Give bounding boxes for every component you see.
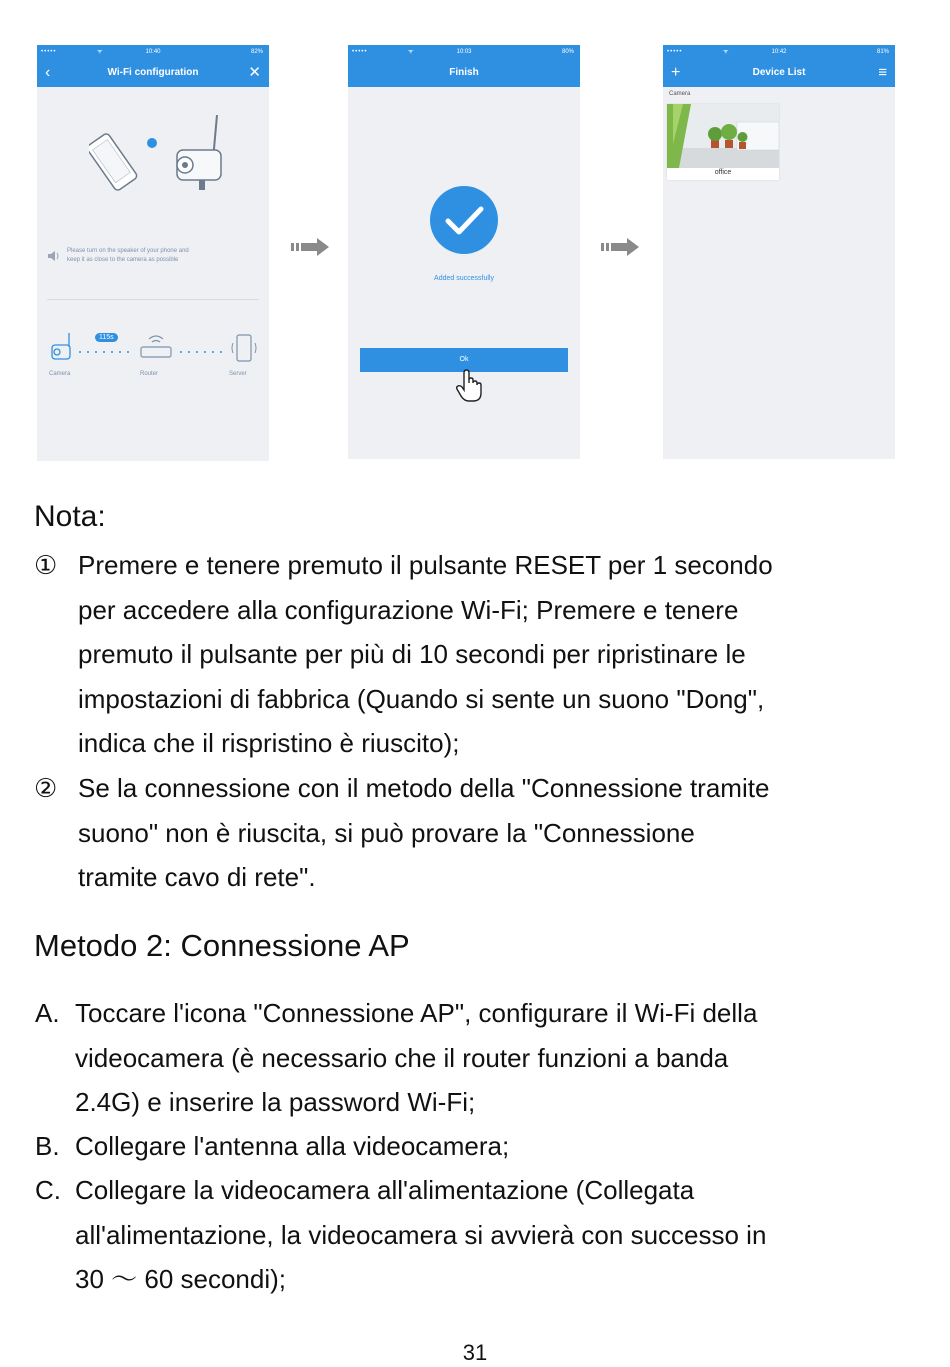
battery-level: 81% bbox=[876, 49, 889, 55]
navbar bbox=[348, 59, 580, 87]
status-bar bbox=[37, 45, 269, 59]
battery-level: 82% bbox=[250, 49, 263, 55]
checkmark-badge-icon bbox=[147, 138, 157, 148]
text-line: videocamera (è necessario che il router funzioni a banda bbox=[75, 1042, 729, 1073]
metodo2-item-b bbox=[35, 1124, 510, 1169]
status-bar bbox=[348, 45, 580, 59]
small-camera-icon bbox=[52, 333, 70, 359]
divider bbox=[47, 299, 259, 300]
success-message: Added successfully bbox=[434, 275, 494, 282]
metodo2-item-c bbox=[35, 1168, 767, 1302]
next-step-arrow-icon bbox=[601, 237, 641, 257]
nota-item-1-marker: ① bbox=[34, 550, 58, 580]
text-line: Toccare l'icona "Connessione AP", configurare il Wi-Fi della bbox=[75, 998, 758, 1028]
carrier-signal: ••••• bbox=[41, 49, 57, 55]
status-bar bbox=[663, 45, 895, 59]
instruction-line-1: Please turn on the speaker of your phone and bbox=[67, 248, 189, 254]
text-line: impostazioni di fabbrica (Quando si sente un suono "Dong", bbox=[78, 683, 765, 714]
phone-camera-illustration bbox=[89, 115, 239, 195]
phone-illustration-icon bbox=[89, 132, 138, 191]
countdown-badge: 115s bbox=[95, 333, 118, 342]
camera-illustration-icon bbox=[177, 115, 221, 190]
next-step-arrow-icon bbox=[291, 237, 331, 257]
close-icon[interactable]: ✕ bbox=[248, 64, 261, 81]
text-line: indica che il rispristino è riuscito); bbox=[78, 728, 460, 758]
wifi-icon: ᯤ bbox=[408, 49, 414, 55]
metodo2-item-a-marker: A. bbox=[35, 998, 60, 1028]
label-router: Router bbox=[140, 371, 159, 377]
wifi-icon: ᯤ bbox=[723, 49, 729, 55]
instruction-line-2: keep it as close to the camera as possible bbox=[67, 257, 179, 263]
wifi-icon: ᯤ bbox=[97, 49, 103, 55]
text-line: Collegare la videocamera all'alimentazione (Collegata bbox=[75, 1175, 695, 1205]
ok-button[interactable]: Ok bbox=[360, 348, 568, 372]
text-line: Se la connessione con il metodo della "Connessione tramite bbox=[78, 773, 770, 803]
carrier-signal: ••••• bbox=[352, 49, 368, 55]
camera-thumbnail-image bbox=[667, 104, 779, 168]
screen-title: Device List bbox=[752, 67, 806, 78]
screen-wifi-configuration bbox=[37, 45, 269, 461]
add-icon[interactable]: + bbox=[671, 64, 681, 81]
pointer-hand-icon bbox=[456, 369, 482, 403]
battery-level: 80% bbox=[561, 49, 574, 55]
page-number: 31 bbox=[462, 1340, 488, 1365]
text-line: per accedere alla configurazione Wi-Fi; Premere e tenere bbox=[78, 594, 739, 625]
navbar bbox=[663, 59, 895, 87]
metodo2-title: Metodo 2: Connessione AP bbox=[34, 928, 410, 963]
screen-title: Finish bbox=[449, 67, 479, 78]
text-line: suono" non è riuscita, si può provare la "Connessione bbox=[78, 817, 695, 848]
nota-item-2-marker: ② bbox=[34, 773, 58, 803]
menu-icon[interactable]: ≡ bbox=[878, 64, 887, 81]
success-check-icon bbox=[429, 185, 499, 255]
connection-diagram bbox=[47, 325, 259, 370]
text-line: 30 ～ 60 secondi); bbox=[75, 1264, 287, 1294]
speaker-icon bbox=[47, 250, 61, 262]
server-phone-icon bbox=[232, 335, 256, 361]
screen-finish bbox=[348, 45, 580, 459]
carrier-signal: ••••• bbox=[667, 49, 683, 55]
metodo2-item-a bbox=[35, 991, 758, 1125]
device-name: office bbox=[714, 169, 732, 176]
text-line: Collegare l'antenna alla videocamera; bbox=[75, 1131, 510, 1161]
text-line: all'alimentazione, la videocamera si avvierà con successo in bbox=[75, 1219, 767, 1250]
device-card[interactable] bbox=[667, 104, 779, 180]
back-chevron-icon[interactable]: ‹ bbox=[45, 64, 51, 81]
metodo2-item-c-marker: C. bbox=[35, 1175, 61, 1205]
router-icon bbox=[141, 336, 171, 357]
text-line: Premere e tenere premuto il pulsante RESET per 1 secondo bbox=[78, 550, 773, 580]
screen-device-list bbox=[663, 45, 895, 459]
status-time: 10:40 bbox=[145, 49, 161, 55]
text-line: 2.4G) e inserire la password Wi-Fi; bbox=[75, 1087, 476, 1117]
nota-title: Nota: bbox=[34, 500, 106, 533]
navbar bbox=[37, 59, 269, 87]
label-camera: Camera bbox=[49, 371, 71, 377]
screen-title: Wi-Fi configuration bbox=[107, 67, 199, 78]
section-label: Camera bbox=[669, 91, 691, 97]
status-time: 10:03 bbox=[456, 49, 472, 55]
label-server: Server bbox=[229, 371, 247, 377]
nota-item-1 bbox=[34, 543, 773, 766]
nota-item-2 bbox=[34, 766, 770, 900]
text-line: tramite cavo di rete". bbox=[78, 862, 316, 892]
status-time: 10:42 bbox=[771, 49, 787, 55]
metodo2-item-b-marker: B. bbox=[35, 1131, 60, 1161]
text-line: premuto il pulsante per più di 10 secondi per ripristinare le bbox=[78, 639, 746, 669]
